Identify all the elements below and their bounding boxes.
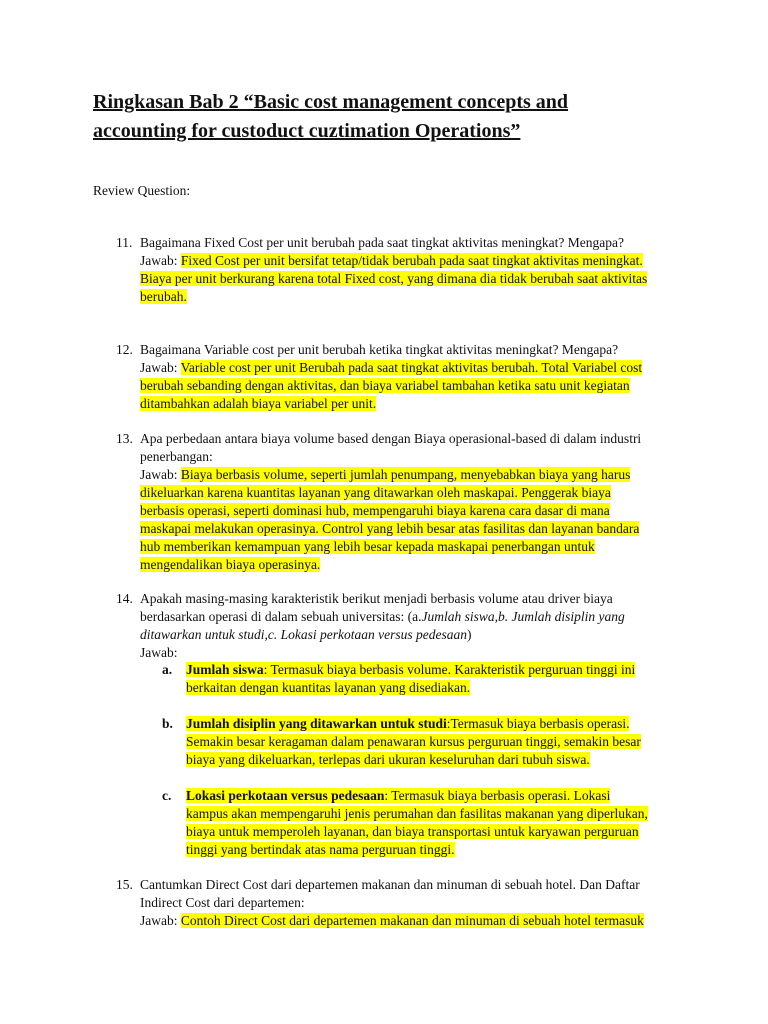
answer-text: ditambahkan adalah biaya variabel per unit. — [140, 396, 377, 411]
answer-text: Contoh Direct Cost dari departemen makanan dan minuman di sebuah hotel termasuk — [180, 913, 644, 928]
sub-letter: a. — [162, 662, 173, 677]
answer-line-1 — [140, 252, 680, 270]
question-text-1: Apakah masing-masing karakteristik berikut menjadi berbasis volume atau driver biaya — [140, 591, 613, 606]
answer-text: Biaya berbasis volume, seperti jumlah penumpang, menyebabkan biaya yang harus — [180, 467, 631, 482]
answer-label: Jawab: — [140, 645, 178, 660]
question-text-end: ) — [466, 627, 472, 642]
question-number: 13. — [116, 431, 133, 446]
question-number: 14. — [116, 591, 133, 606]
answer-label: Jawab: — [140, 913, 181, 928]
answer-14a — [162, 661, 686, 697]
sub-text: kampus akan mempengaruhi jenis perumahan dan fasilitas makanan yang diperlukan, — [186, 806, 648, 821]
sub-line-2 — [186, 733, 686, 751]
sub-letter: c. — [162, 788, 172, 803]
question-text-2: penerbangan: — [140, 449, 213, 464]
sub-text: berkaitan dengan kuantitas layanan yang disediakan. — [186, 680, 471, 695]
answer-label: Jawab: — [140, 253, 181, 268]
answer-line-2 — [140, 270, 680, 288]
sub-heading: Jumlah disiplin yang ditawarkan untuk studi — [186, 716, 447, 731]
review-question-label: Review Question: — [93, 183, 191, 198]
answer-text: dikeluarkan karena kuantitas layanan yang ditawarkan oleh maskapai. Penggerak biaya — [140, 485, 611, 500]
sub-text: : Termasuk biaya berbasis volume. Karakteristik perguruan tinggi ini — [263, 662, 636, 677]
sub-heading: Jumlah siswa — [186, 662, 264, 677]
sub-line-1 — [186, 715, 686, 733]
answer-text: berbasis operasi, seperti dominasi hub, mempengaruhi biaya karena cara dasar di mana — [140, 503, 610, 518]
sub-text: Semakin besar keragaman dalam penawaran kursus perguruan tinggi, semakin besar — [186, 734, 641, 749]
document-title — [93, 88, 693, 146]
title-line-1: Ringkasan Bab 2 “Basic cost management concepts and — [93, 91, 569, 113]
question-text-italic: Jumlah siswa,b. Jumlah disiplin yang — [421, 609, 625, 624]
question-15 — [116, 876, 680, 930]
question-12 — [116, 341, 680, 413]
question-number: 11. — [116, 235, 133, 250]
answer-text: mengendalikan biaya operasinya. — [140, 557, 321, 572]
question-text-3 — [140, 626, 680, 644]
sub-text: :Termasuk biaya berbasis operasi. — [446, 716, 630, 731]
sub-line-1 — [186, 661, 686, 679]
answer-line-1 — [140, 912, 680, 930]
question-text-1: Apa perbedaan antara biaya volume based dengan Biaya operasional-based di dalam industri — [140, 431, 642, 446]
answer-text: Variable cost per unit Berubah pada saat tingkat aktivitas berubah. Total Variabel cost — [180, 360, 643, 375]
title-line-2: accounting for custoduct cuztimation Operations” — [93, 120, 521, 142]
answer-line-2 — [140, 484, 680, 502]
answer-text: berubah. — [140, 289, 187, 304]
sub-line-2 — [186, 679, 686, 697]
answer-14b — [162, 715, 686, 769]
answer-text: Fixed Cost per unit bersifat tetap/tidak berubah pada saat tingkat aktivitas meningkat. — [180, 253, 643, 268]
sub-line-4 — [186, 841, 686, 859]
answer-line-3 — [140, 288, 680, 306]
answer-line-3 — [140, 395, 680, 413]
sub-line-3 — [186, 823, 686, 841]
sub-text: tinggi yang bertindak atas nama perguruan tinggi. — [186, 842, 455, 857]
question-number: 12. — [116, 342, 133, 357]
sub-heading: Lokasi perkotaan versus pedesaan — [186, 788, 385, 803]
answer-line-3 — [140, 502, 680, 520]
answer-text: Biaya per unit berkurang karena total Fixed cost, yang dimana dia tidak berubah saat aktivitas — [140, 271, 648, 286]
answer-line-2 — [140, 377, 680, 395]
question-text: Bagaimana Variable cost per unit berubah ketika tingkat aktivitas meningkat? Mengapa? — [140, 342, 619, 357]
sub-letter: b. — [162, 716, 173, 731]
answer-text: hub memberikan kemampuan yang lebih besar kepada maskapai penerbangan untuk — [140, 539, 595, 554]
question-text-2 — [140, 608, 680, 626]
question-number: 15. — [116, 877, 133, 892]
answer-line-5 — [140, 538, 680, 556]
question-11 — [116, 234, 680, 306]
sub-text: biaya yang dikeluarkan, terlepas dari ukuran keseluruhan dari tubuh siswa. — [186, 752, 590, 767]
sub-text: biaya untuk memperoleh layanan, dan biaya transportasi untuk karyawan perguruan — [186, 824, 639, 839]
question-text: Bagaimana Fixed Cost per unit berubah pada saat tingkat aktivitas meningkat? Mengapa? — [140, 235, 624, 250]
answer-line-1 — [140, 359, 680, 377]
answer-label: Jawab: — [140, 467, 181, 482]
answer-label: Jawab: — [140, 360, 181, 375]
sub-line-2 — [186, 805, 686, 823]
sub-text: : Termasuk biaya berbasis operasi. Lokasi — [384, 788, 611, 803]
answer-text: maskapai melakukan operasinya. Control yang lebih besar atas fasilitas dan layanan bandara — [140, 521, 640, 536]
sub-line-1 — [186, 787, 686, 805]
sub-line-3 — [186, 751, 686, 769]
question-text-1: Cantumkan Direct Cost dari departemen makanan dan minuman di sebuah hotel. Dan Daftar — [140, 877, 640, 892]
question-text-2: Indirect Cost dari departemen: — [140, 895, 305, 910]
answer-line-4 — [140, 520, 680, 538]
question-text-plain: berdasarkan operasi di dalam sebuah universitas: (a. — [140, 609, 422, 624]
answer-line-1 — [140, 466, 680, 484]
answer-line-6 — [140, 556, 680, 574]
question-13 — [116, 430, 680, 574]
answer-14c — [162, 787, 686, 859]
answer-text: berubah sebanding dengan aktivitas, dan biaya variabel tambahan ketika satu unit kegiatan — [140, 378, 630, 393]
question-14 — [116, 590, 680, 662]
question-text-italic: ditawarkan untuk studi,c. Lokasi perkotaan versus pedesaan — [140, 627, 467, 642]
